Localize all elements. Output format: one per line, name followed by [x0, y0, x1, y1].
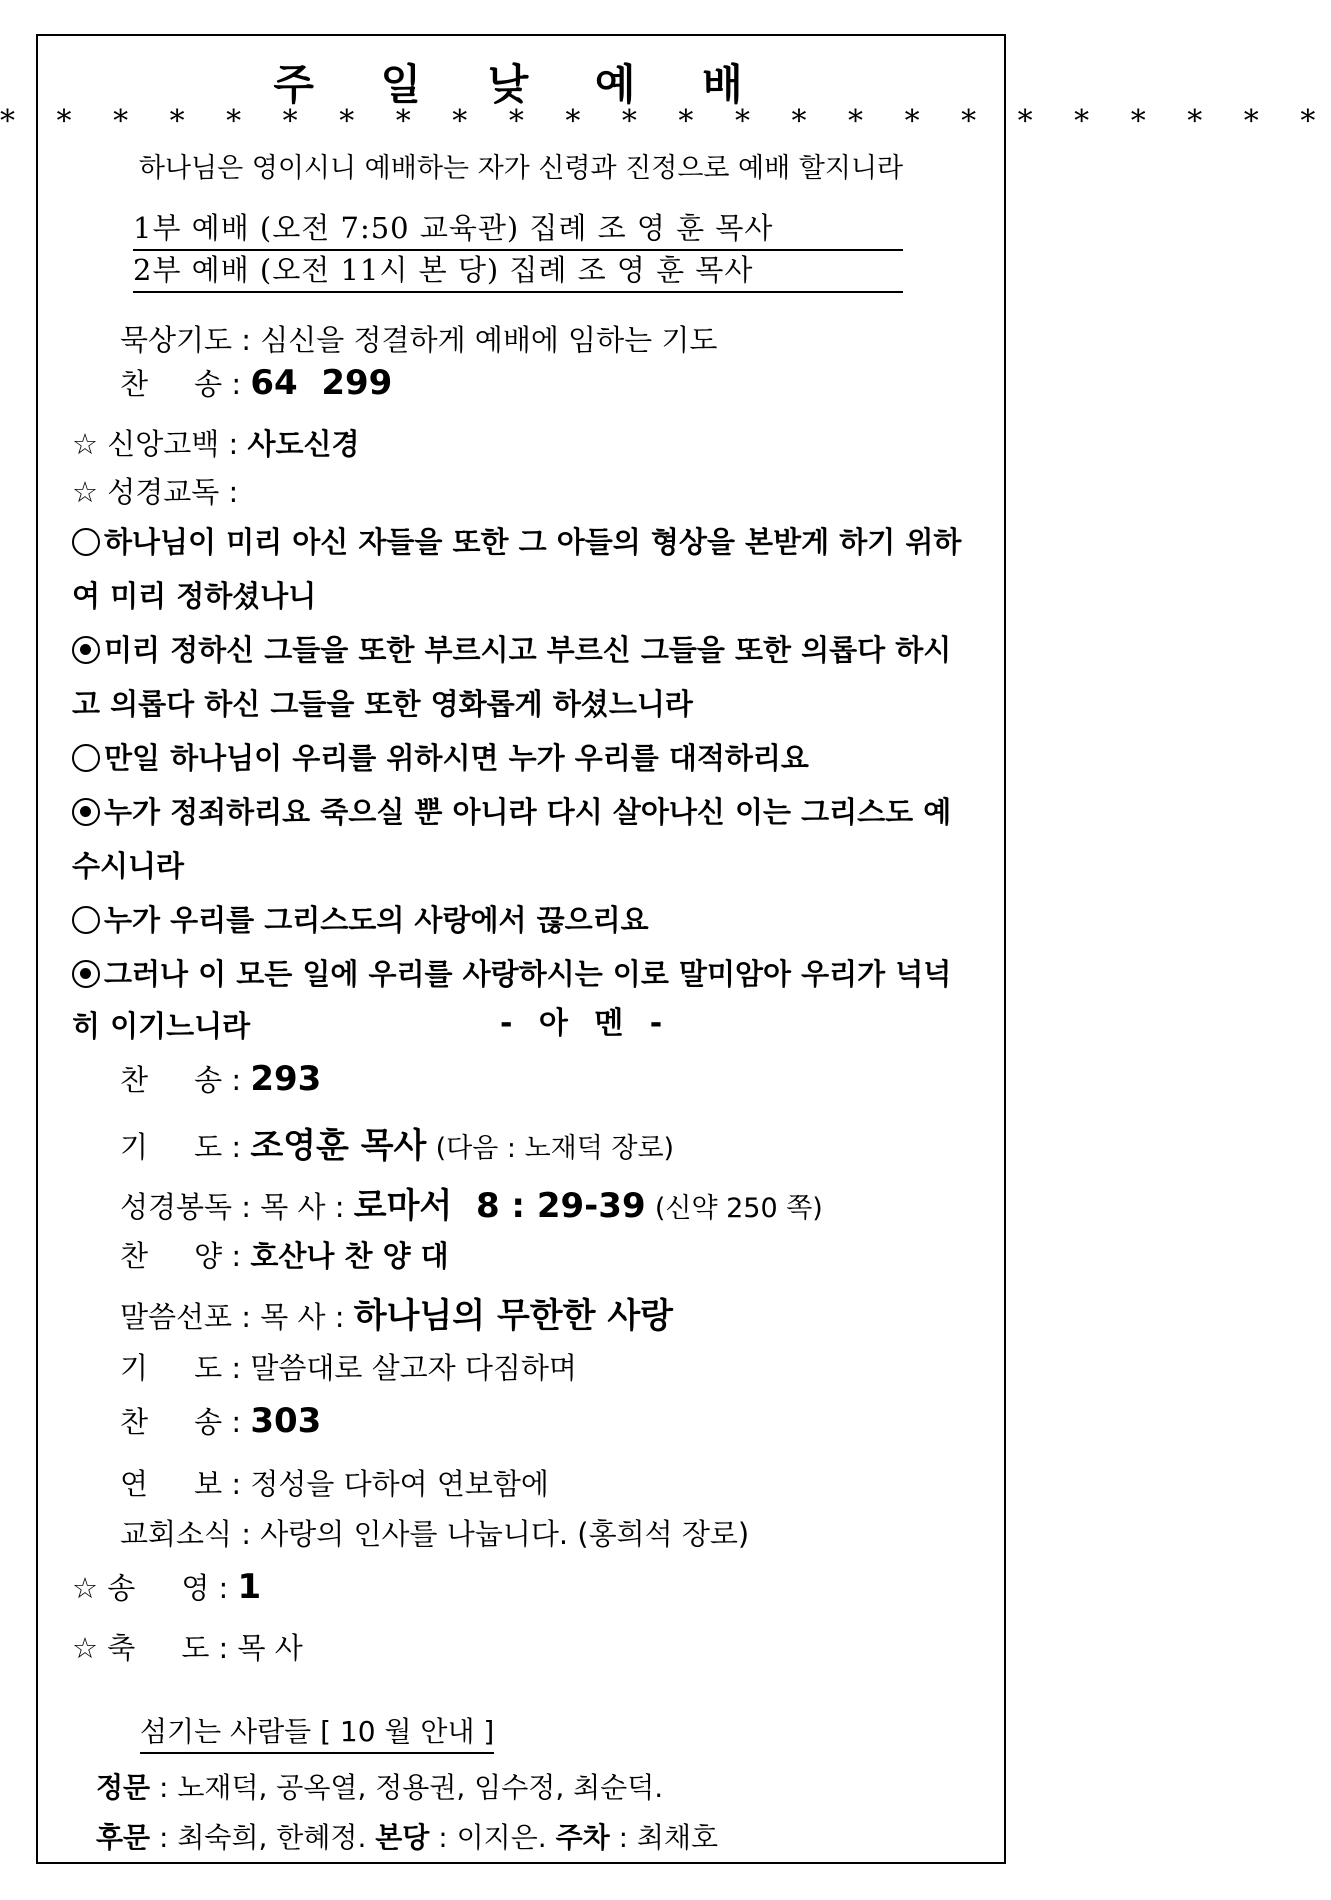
congregation-mark-icon: [72, 960, 100, 988]
leader-mark-icon: [72, 528, 100, 556]
servers-title: 섬기는 사람들 [ 10 월 안내 ]: [140, 1710, 494, 1754]
order-note: (신약 250 쪽): [654, 1193, 823, 1224]
order-hymn-303: [120, 1400, 321, 1441]
order-church-news: [120, 1512, 749, 1553]
page-title: 주 일 낮 예 배: [273, 60, 769, 109]
servers-names: : 최숙희, 한혜정.: [159, 1821, 367, 1854]
order-prayer-response: [120, 1346, 577, 1387]
servers-names: : 이지은.: [438, 1821, 547, 1854]
order-value: 64 299: [250, 363, 393, 403]
order-value: 목 사: [237, 1631, 303, 1665]
order-value: 하나님의 무한한 사랑: [353, 1296, 674, 1336]
reading-line: 여 미리 정하셨나니: [72, 579, 317, 613]
order-silent-prayer: [120, 318, 717, 359]
order-offering: [120, 1462, 549, 1503]
order-prefix: 목 사 :: [260, 1300, 345, 1334]
servers-label: 후문: [96, 1821, 151, 1854]
servers-label: 주차: [555, 1821, 610, 1854]
order-label: ☆ 송 영 :: [72, 1571, 229, 1605]
reading-line: 그러나 이 모든 일에 우리를 사랑하시는 이로 말미암아 우리가 넉넉: [72, 952, 951, 993]
order-label: 기 도 :: [120, 1130, 242, 1164]
reading-line: 만일 하나님이 우리를 위하시면 누가 우리를 대적하리요: [72, 736, 809, 777]
reading-line: 미리 정하신 그들을 또한 부르시고 부르신 그들을 또한 의롭다 하시: [72, 628, 951, 669]
order-anthem: [120, 1234, 449, 1275]
order-label: 말씀선포 :: [120, 1300, 252, 1334]
order-label: 찬 양 :: [120, 1239, 242, 1273]
servers-back-gate: [96, 1816, 718, 1856]
order-value: 조영훈 목사: [250, 1126, 427, 1166]
order-note: (다음 : 노재덕 장로): [435, 1133, 675, 1164]
order-prefix: 목 사 :: [260, 1190, 345, 1224]
reading-line: 히 이기느니라: [72, 1009, 251, 1043]
order-label: ☆ 신앙고백 :: [72, 427, 239, 461]
order-label: 찬 송 :: [120, 1405, 242, 1439]
leader-mark-icon: [72, 744, 100, 772]
star-divider: * * * * * * * * * * * * * * * * * * * * * * * *: [0, 104, 1331, 139]
order-value: 심신을 정결하게 예배에 임하는 기도: [260, 323, 718, 357]
order-benediction: [72, 1626, 303, 1667]
order-value: 사도신경: [247, 427, 360, 461]
order-value: 로마서 8 : 29-39: [353, 1186, 646, 1226]
service-first: 1부 예배 (오전 7:50 교육관) 집례 조 영 훈 목사: [133, 206, 903, 251]
order-label: 성경봉독 :: [120, 1190, 252, 1224]
reading-line: 수시니라: [72, 849, 185, 883]
order-label: 교회소식 :: [120, 1517, 252, 1551]
reading-line: 고 의롭다 하신 그들을 또한 영화롭게 하셨느니라: [72, 687, 693, 721]
order-label: 묵상기도 :: [120, 323, 252, 357]
order-hymn-293: [120, 1058, 321, 1099]
order-label: 찬 송 :: [120, 1063, 242, 1097]
amen-text: - 아 멘 -: [500, 1006, 671, 1041]
order-doxology: [72, 1566, 261, 1607]
reading-line: 누가 우리를 그리스도의 사랑에서 끊으리요: [72, 898, 649, 939]
leader-mark-icon: [72, 906, 100, 934]
order-scripture: [120, 1178, 823, 1227]
order-label: 찬 송 :: [120, 367, 242, 401]
service-second: 2부 예배 (오전 11시 본 당) 집례 조 영 훈 목사: [133, 248, 903, 293]
order-hymn-opening: [120, 362, 392, 403]
servers-front-gate: [96, 1766, 663, 1806]
order-value: 호산나 찬 양 대: [250, 1239, 449, 1273]
order-value: 사랑의 인사를 나눕니다. (홍희석 장로): [260, 1517, 750, 1551]
order-value: 293: [250, 1059, 322, 1099]
order-prayer: [120, 1118, 674, 1167]
order-sermon: [120, 1288, 673, 1337]
order-value: 303: [250, 1401, 322, 1441]
order-label: 기 도 :: [120, 1351, 242, 1385]
motto-verse: 하나님은 영이시니 예배하는 자가 신령과 진정으로 예배 할지니라: [138, 153, 904, 184]
reading-line: 누가 정죄하리요 죽으실 뿐 아니라 다시 살아나신 이는 그리스도 예: [72, 790, 951, 831]
order-label: 연 보 :: [120, 1467, 242, 1501]
servers-names: : 최채호: [618, 1821, 719, 1854]
order-value: 1: [237, 1567, 262, 1607]
order-responsive-reading: [72, 470, 238, 511]
order-label: ☆ 축 도 :: [72, 1631, 229, 1665]
servers-label: 정문: [96, 1771, 151, 1804]
order-creed: [72, 422, 360, 463]
servers-names: : 노재덕, 공옥열, 정용권, 임수정, 최순덕.: [159, 1771, 664, 1804]
congregation-mark-icon: [72, 798, 100, 826]
reading-line: 하나님이 미리 아신 자들을 또한 그 아들의 형상을 본받게 하기 위하: [72, 520, 961, 561]
order-label: ☆ 성경교독 :: [72, 475, 239, 509]
servers-label: 본당: [375, 1821, 430, 1854]
order-value: 말씀대로 살고자 다짐하며: [250, 1351, 577, 1385]
order-value: 정성을 다하여 연보함에: [250, 1467, 549, 1501]
congregation-mark-icon: [72, 636, 100, 664]
